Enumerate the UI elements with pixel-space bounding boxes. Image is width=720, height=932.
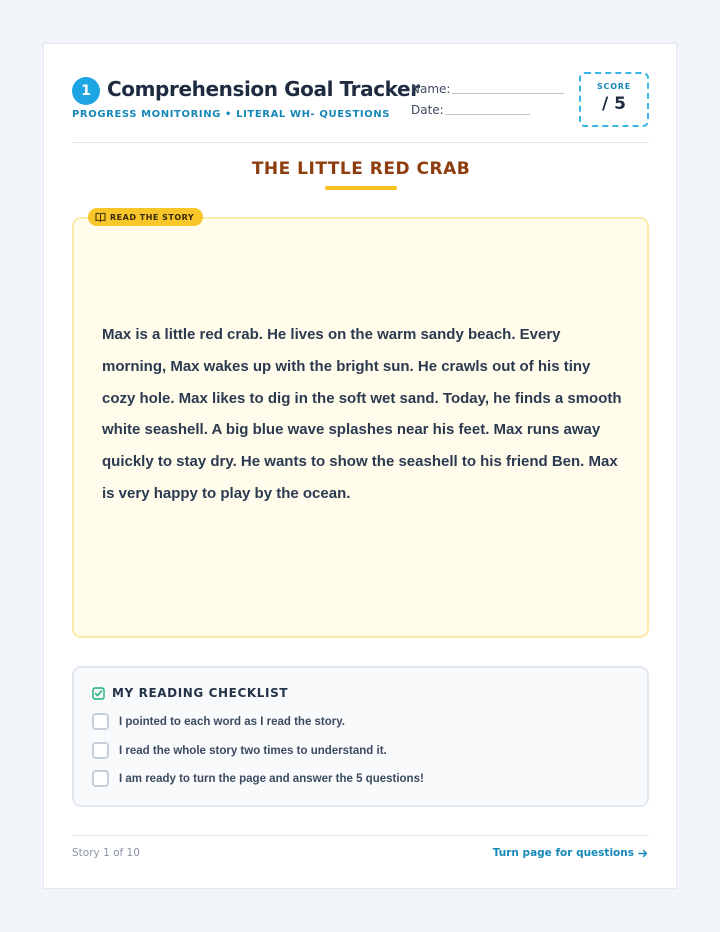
name-label: Name: <box>411 82 451 96</box>
reading-checklist <box>72 666 649 807</box>
date-label: Date: <box>411 103 444 117</box>
read-story-label: READ THE STORY <box>110 212 195 222</box>
next-page-link[interactable] <box>493 847 648 859</box>
score-value: / 5 <box>602 94 626 114</box>
checklist-item[interactable] <box>92 770 424 787</box>
checklist-item-label: I read the whole story two times to understand it. <box>119 744 387 757</box>
checklist-item-label: I pointed to each word as I read the story. <box>119 715 345 728</box>
page-subtitle: PROGRESS MONITORING • LITERAL WH- QUESTIONS <box>72 109 391 120</box>
title-underline <box>325 186 397 190</box>
next-page-label: Turn page for questions <box>492 847 634 859</box>
page-title: Comprehension Goal Tracker <box>107 77 420 101</box>
checklist-item[interactable] <box>92 742 387 759</box>
date-field[interactable] <box>445 114 530 115</box>
checklist-item[interactable] <box>92 713 345 730</box>
checklist-heading: MY READING CHECKLIST <box>112 686 289 700</box>
goal-number-badge: 1 <box>72 77 100 105</box>
score-box <box>579 72 649 127</box>
checklist-item-label: I am ready to turn the page and answer the 5 questions! <box>119 772 424 785</box>
checkbox[interactable] <box>92 713 109 730</box>
checkbox[interactable] <box>92 770 109 787</box>
story-title: THE LITTLE RED CRAB <box>251 159 471 179</box>
footer-divider <box>72 835 649 836</box>
score-label: SCORE <box>596 82 632 91</box>
checkbox[interactable] <box>92 742 109 759</box>
read-story-badge <box>88 208 203 226</box>
header-divider <box>72 142 649 143</box>
book-icon <box>95 212 106 222</box>
story-counter: Story 1 of 10 <box>72 847 140 859</box>
story-card <box>72 217 649 638</box>
arrow-right-icon <box>638 849 648 858</box>
name-field[interactable] <box>452 93 564 94</box>
checklist-header <box>92 686 288 700</box>
worksheet-page <box>43 43 677 889</box>
story-text: Max is a little red crab. He lives on the warm sandy beach. Every morning, Max wakes up with the bright sun. He crawls out of his tiny cozy hole. Max likes to dig in the soft wet sand. Today, he finds a smooth white seashell. A big blue wave splashes near his feet. Max runs away quickly to stay dry. He wants to show the seashell to his friend Ben. Max is very happy to play by the ocean. <box>102 326 622 502</box>
checkbox-checked-icon <box>92 687 105 700</box>
